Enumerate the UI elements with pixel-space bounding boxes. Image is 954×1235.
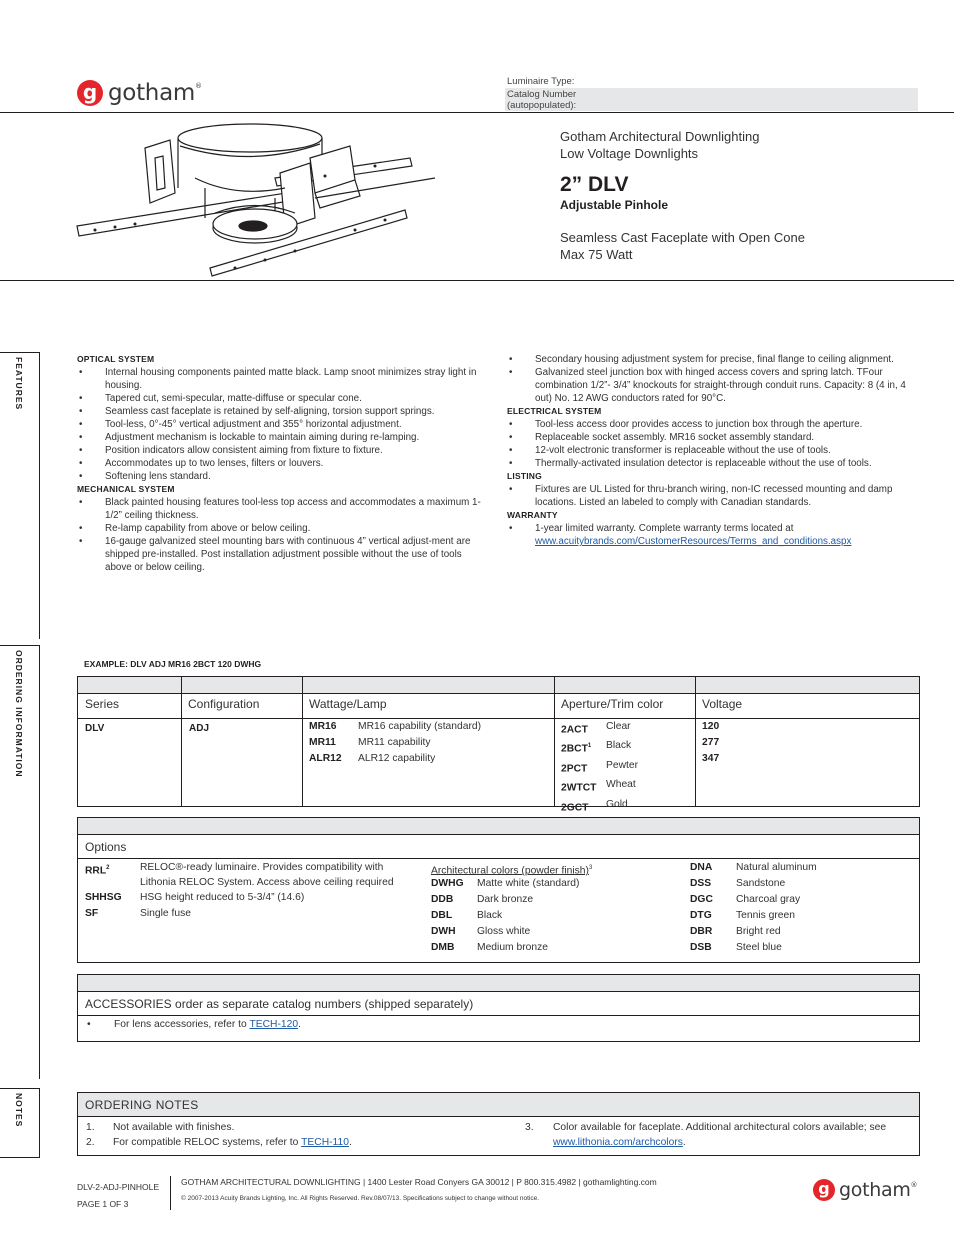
table-row: DNA Natural aluminum (690, 862, 817, 873)
col-voltage: Voltage (702, 697, 743, 711)
ordering-table-bar (78, 677, 919, 694)
options-title: Options (85, 840, 127, 854)
warranty-title: WARRANTY (507, 510, 558, 520)
list-item: • Adjustment mechanism is lockable to maintain aiming during re-lamping. (77, 431, 487, 444)
table-row: 2BCT$^1$ Black (561, 740, 632, 755)
series-value: DLV (85, 723, 105, 734)
ordering-tab: ORDERING INFORMATION (0, 645, 40, 1079)
list-item: • Galvanized steel junction box with hinged access covers and spring latch. TFour combination 1/2”- 3/4” knockouts for straight-through conduit runs. Capacity: 8 (4 in, 4 out) No. 12 AWG conductors rated for 90°C. (507, 366, 922, 405)
col-wattage: Wattage/Lamp (309, 697, 387, 711)
list-item: • Seamless cast faceplate is retained by self-aligning, torsion support springs. (77, 405, 487, 418)
title-line2: Low Voltage Downlights (560, 146, 699, 161)
product-subtitle: Adjustable Pinhole (560, 198, 669, 212)
table-row: DSS Sandstone (690, 878, 786, 889)
title-divider (0, 280, 954, 281)
table-row: 2WTCT Wheat (561, 779, 636, 794)
notes-left (86, 1120, 352, 1150)
note-3: 3. Color available for faceplate. Additional architectural colors available; see www.lithonia.com/archcolors. (525, 1122, 887, 1148)
list-item: • 12-volt electronic transformer is replaceable without the use of tools. (507, 444, 922, 457)
mechanical-cont-list (507, 353, 922, 405)
table-row: DMB Medium bronze (431, 942, 548, 953)
table-row: DBR Bright red (690, 926, 781, 937)
features-left (77, 353, 487, 574)
voltage-table (702, 719, 719, 767)
list-item: • Re-lamp capability from above or below ceiling. (77, 522, 487, 535)
list-item: • Fixtures are UL Listed for thru-branch wiring, non-IC recessed mounting and damp locations. Listed an labeled to comply with Canadian standards. (507, 483, 922, 509)
list-item: • Secondary housing adjustment system for precise, final flange to ceiling alignment. (507, 353, 922, 366)
catalog-number-label: Catalog Number (507, 89, 577, 100)
table-row: 2ACT Clear (561, 721, 631, 736)
ordering-table (77, 676, 920, 814)
options-bar (78, 818, 919, 835)
options-list (85, 860, 415, 922)
note-2: 2. For compatible RELOC systems, refer to TECH-110. (86, 1137, 352, 1148)
title-line1: Gotham Architectural Downlighting (560, 129, 760, 144)
table-row: DGC Charcoal gray (690, 894, 801, 905)
accessories-title: ACCESSORIES order as separate catalog numbers (shipped separately) (85, 997, 474, 1011)
list-item: • Position indicators allow consistent aiming from fixture to fixture. (77, 444, 487, 457)
table-row: SF Single fuse (85, 908, 191, 919)
list-item: • Internal housing components painted matte black. Lamp snoot minimizes stray light in housing. (77, 366, 487, 392)
tech-110-link[interactable]: TECH-110 (301, 1137, 349, 1148)
product-name: 2” DLV (560, 173, 629, 196)
col-series: Series (85, 697, 120, 711)
listing-list (507, 483, 922, 509)
table-row: MR16 MR16 capability (standard) (309, 721, 482, 732)
list-item: • Tapered cut, semi-specular, matte-diffuse or specular cone. (77, 392, 487, 405)
page-number: PAGE 1 OF 3 (77, 1199, 129, 1209)
mechanical-title: MECHANICAL SYSTEM (77, 484, 175, 494)
list-item: • Accommodates up to two lenses, filters or louvers. (77, 457, 487, 470)
table-row: DTG Tennis green (690, 910, 795, 921)
footer-logo-mark: g (813, 1179, 835, 1201)
options-table (77, 817, 920, 963)
table-row: 277 (702, 737, 720, 748)
luminaire-type-label: Luminaire Type: (507, 76, 575, 87)
title-block (560, 128, 805, 263)
note-1: 1. Not available with finishes. (86, 1122, 235, 1133)
aperture-table (561, 719, 638, 816)
listing-title: LISTING (507, 471, 542, 481)
arch-colors-list (431, 876, 579, 956)
ordering-notes (77, 1092, 920, 1156)
footer-copyright: © 2007-2013 Acuity Brands Lighting, Inc. All Rights Reserved. Rev.08/07/13. Specifications subject to change without notice. (181, 1195, 540, 1202)
footer-logo-wordmark: gotham® (839, 1179, 918, 1201)
order-example: EXAMPLE: DLV ADJ MR16 2BCT 120 DWHG (84, 659, 262, 669)
table-row: DSB Steel blue (690, 942, 782, 953)
mechanical-list (77, 496, 487, 574)
list-item: • Softening lens standard. (77, 470, 487, 483)
col-aperture: Aperture/Trim color (561, 697, 664, 711)
wattage-table (309, 719, 481, 767)
product-desc2: Max 75 Watt (560, 247, 633, 262)
table-row: DBL Black (431, 910, 503, 921)
list-item: • Thermally-activated insulation detector is replaceable without the use of tools. (507, 457, 922, 470)
list-item: • Tool-less access door provides access to junction box through the aperture. (507, 418, 922, 431)
table-row: ALR12 ALR12 capability (309, 753, 436, 764)
gotham-logo (77, 80, 202, 106)
list-item: • Replaceable socket assembly. MR16 socket assembly standard. (507, 431, 922, 444)
table-row: SHHSG HSG height reduced to 5-3/4” (14.6) (85, 892, 305, 903)
col-configuration: Configuration (188, 697, 260, 711)
logo-mark: g (77, 80, 103, 106)
accessories-item: • For lens accessories, refer to TECH-120. (87, 1019, 301, 1030)
logo-wordmark: gotham® (108, 80, 202, 106)
features-tab: FEATURES (0, 352, 40, 639)
arch-colors-title: Architectural colors (powder finish)$^3$ (431, 865, 593, 877)
product-desc1: Seamless Cast Faceplate with Open Cone (560, 230, 805, 245)
notes-tab: NOTES (0, 1088, 40, 1158)
table-row: RRL$^2$ RELOC®-ready luminaire. Provides compatibility with Lithonia RELOC System. Access above ceiling required (85, 862, 394, 888)
configuration-value: ADJ (189, 723, 210, 734)
footer-left (77, 1179, 159, 1213)
list-item: • Black painted housing features tool-less top access and accommodates a maximum 1-1/2” ceiling thickness. (77, 496, 487, 522)
warranty-list (507, 522, 922, 548)
electrical-title: ELECTRICAL SYSTEM (507, 406, 602, 416)
notes-title: ORDERING NOTES (85, 1098, 199, 1112)
table-row: 2GCT Gold (561, 798, 628, 814)
footer-divider (170, 1176, 171, 1210)
table-row: DWH Gloss white (431, 926, 531, 937)
table-row: MR11 MR11 capability (309, 737, 431, 748)
autopopulated-label: (autopopulated): (507, 100, 577, 111)
fixture-drawing (75, 118, 495, 278)
list-item: • 1-year limited warranty. Complete warranty terms located at www.acuitybrands.com/CustomerResources/Terms_and_conditions.aspx (507, 522, 922, 548)
list-item: • 16-gauge galvanized steel mounting bars with continuous 4” vertical adjust-ment are shipped pre-installed. Post installation adjustment possible without the use of tools above or below ceiling. (77, 535, 487, 574)
tech-120-link[interactable]: TECH-120 (249, 1019, 299, 1030)
notes-right (525, 1120, 915, 1150)
list-item: • Tool-less, 0°-45° vertical adjustment and 355° horizontal adjustment. (77, 418, 487, 431)
features-right (507, 353, 922, 548)
optical-list (77, 366, 487, 483)
optical-title: OPTICAL SYSTEM (77, 354, 155, 364)
electrical-list (507, 418, 922, 470)
table-row: DDB Dark bronze (431, 894, 534, 905)
archcolors-link[interactable]: www.lithonia.com/archcolors (553, 1137, 683, 1148)
table-row: DWHG Matte white (standard) (431, 878, 580, 889)
warranty-link[interactable]: www.acuitybrands.com/CustomerResources/Terms_and_conditions.aspx (535, 536, 852, 547)
table-row: 2PCT Pewter (561, 759, 639, 775)
footer-address: GOTHAM ARCHITECTURAL DOWNLIGHTING | 1400 Lester Road Conyers GA 30012 | P 800.315.4982 | gothamlighting.com (181, 1177, 657, 1187)
accessories-bar (78, 975, 919, 992)
doc-id: DLV-2-ADJ-PINHOLE (77, 1182, 160, 1192)
accessories-table (77, 974, 920, 1042)
table-row: 120 (702, 721, 720, 732)
arch-colors-list-2 (690, 860, 817, 956)
table-row: 347 (702, 753, 720, 764)
header-divider (0, 112, 954, 113)
footer-logo (813, 1179, 917, 1201)
